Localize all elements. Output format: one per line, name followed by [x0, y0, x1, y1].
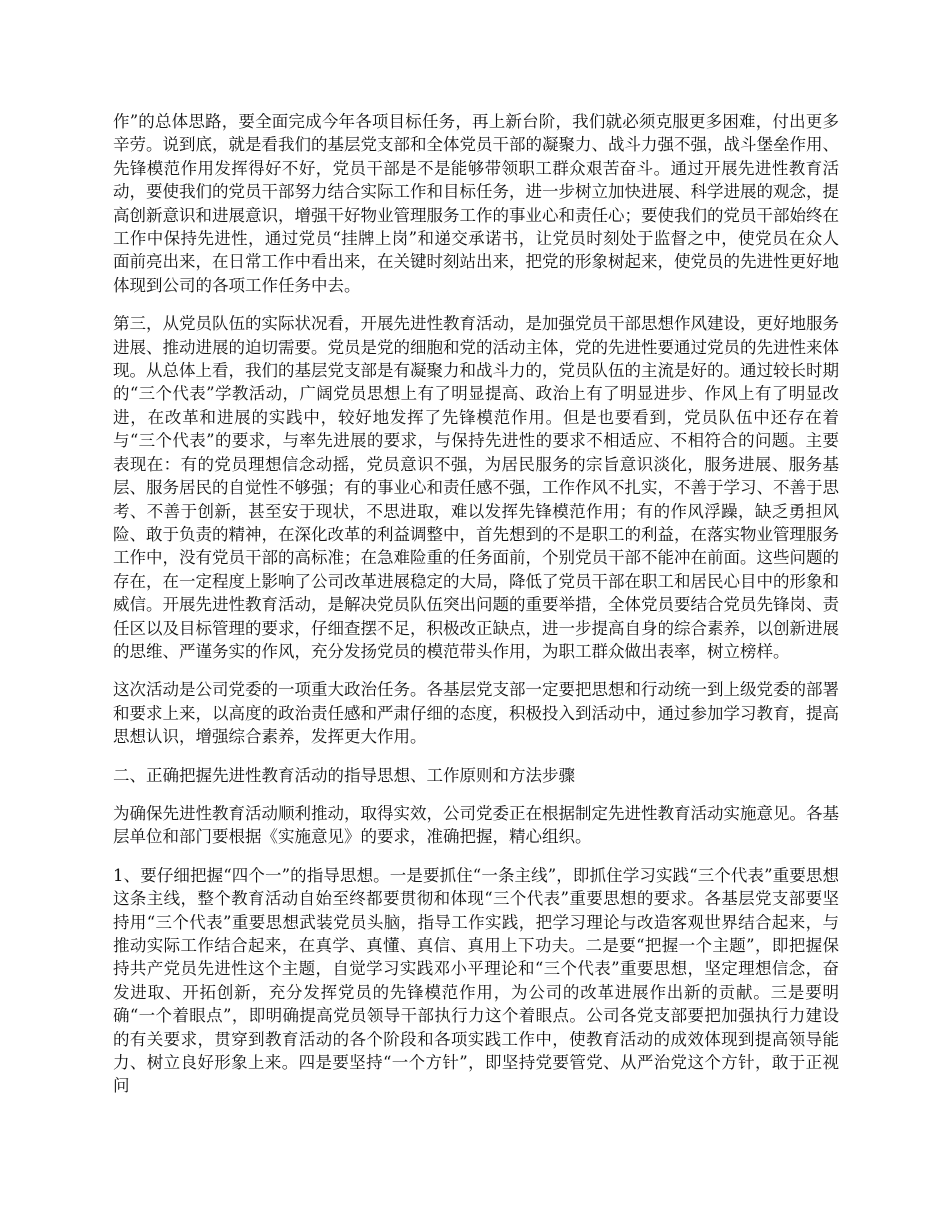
paragraph-3: 这次活动是公司党委的一项重大政治任务。各基层党支部一定要把思想和行动统一到上级党委的部署和要求上来，以高度的政治责任感和严肃仔细的态度，积极投入到活动中，通过参加学习教育，提高思想认识，增强综合素养，发挥更大作用。	[113, 680, 839, 747]
paragraph-2: 第三，从党员队伍的实际状况看，开展先进性教育活动，是加强党员干部思想作风建设，更好地服务进展、推动进展的迫切需要。党员是党的细胞和党的活动主体，党的先进性要通过党员的先进性来体现。从总体上看，我们的基层党支部是有凝聚力和战斗力的，党员队伍的主流是好的。通过较长时期的“三个代表”学教活动，广阔党员思想上有了明显提高、政治上有了明显进步、作风上有了明显改进，在改革和进展的实践中，较好地发挥了先锋模范作用。但是也要看到，党员队伍中还存在着与“三个代表”的要求，与率先进展的要求，与保持先进性的要求不相适应、不相符合的问题。主要表现在：有的党员理想信念动摇，党员意识不强，为居民服务的宗旨意识淡化，服务进展、服务基层、服务居民的自觉性不够强；有的事业心和责任感不强，工作作风不扎实，不善于学习、不善于思考、不善于创新，甚至安于现状，不思进取，难以发挥先锋模范作用；有的作风浮躁，缺乏勇担风险、敢于负责的精神，在深化改革的利益调整中，首先想到的不是职工的利益，在落实物业管理服务工作中，没有党员干部的高标准；在急难险重的任务面前，个别党员干部不能冲在前面。这些问题的存在，在一定程度上影响了公司改革进展稳定的大局，降低了党员干部在职工和居民心目中的形象和威信。开展先进性教育活动，是解决党员队伍突出问题的重要举措，全体党员要结合党员先锋岗、责任区以及目标管理的要求，仔细查摆不足，积极改正缺点，进一步提高自身的综合素养，以创新进展的思维、严谨务实的作风，充分发扬党员的模范带头作用，为职工群众做出表率，树立榜样。	[113, 314, 839, 661]
paragraph-4: 为确保先进性教育活动顺利推动，取得实效，公司党委正在根据制定先进性教育活动实施意见。各基层单位和部门要根据《实施意见》的要求，准确把握，精心组织。	[113, 803, 839, 847]
section-heading: 二、正确把握先进性教育活动的指导思想、工作原则和方法步骤	[113, 765, 575, 785]
paragraph-1: 作”的总体思路，要全面完成今年各项目标任务，再上新台阶，我们就必须克服更多困难，付出更多辛劳。说到底，就是看我们的基层党支部和全体党员干部的凝聚力、战斗力强不强，战斗堡垒作用、先锋模范作用发挥得好不好，党员干部是不是能够带领职工群众艰苦奋斗。通过开展先进性教育活动，要使我们的党员干部努力结合实际工作和目标任务，进一步树立加快进展、科学进展的观念，提高创新意识和进展意识，增强干好物业管理服务工作的事业心和责任心；要使我们的党员干部始终在工作中保持先进性，通过党员“挂牌上岗”和递交承诺书，让党员时刻处于监督之中，使党员在众人面前亮出来，在日常工作中看出来，在关键时刻站出来，把党的形象树起来，使党员的先进性更好地体现到公司的各项工作任务中去。	[113, 112, 839, 295]
document-body	[113, 110, 839, 1113]
paragraph-5: 1、要仔细把握“四个一”的指导思想。一是要抓住“一条主线”，即抓住学习实践“三个代表”重要思想这条主线，整个教育活动自始至终都要贯彻和体现“三个代表”重要思想的要求。各基层党支部要坚持用“三个代表”重要思想武装党员头脑，指导工作实践，把学习理论与改造客观世界结合起来，与推动实际工作结合起来，在真学、真懂、真信、真用上下功夫。二是要“把握一个主题”，即把握保持共产党员先进性这个主题，自觉学习实践邓小平理论和“三个代表”重要思想，坚定理想信念，奋发进取、开拓创新，充分发挥党员的先锋模范作用，为公司的改革进展作出新的贡献。三是要明确“一个着眼点”，即明确提高党员领导干部执行力这个着眼点。公司各党支部要把加强执行力建设的有关要求，贯穿到教育活动的各个阶段和各项实践工作中，使教育活动的成效体现到提高领导能力、树立良好形象上来。四是要坚持“一个方针”，即坚持党要管党、从严治党这个方针，敢于正视问	[113, 865, 839, 1096]
